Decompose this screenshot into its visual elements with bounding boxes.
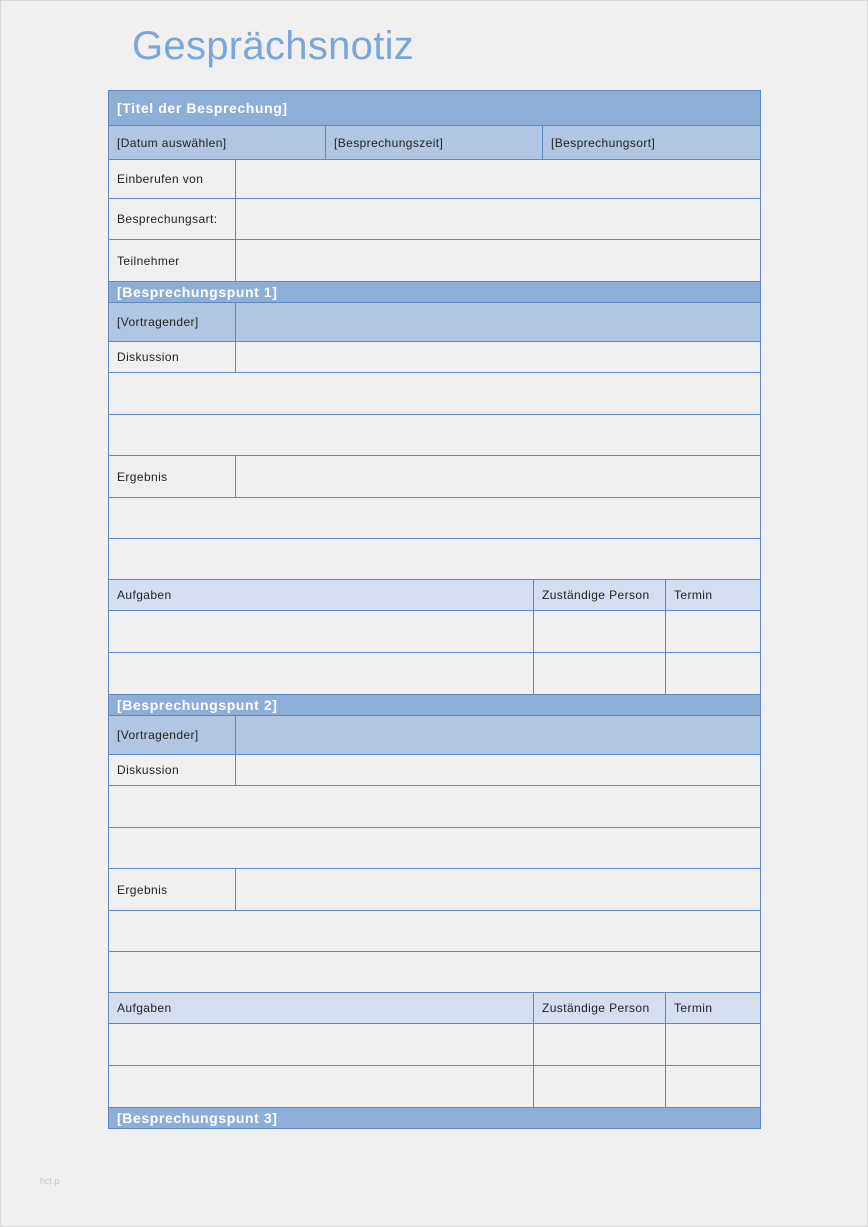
agenda-item-2-result-line-1[interactable] [109, 911, 760, 951]
responsible-person-column-header: Zuständige Person [534, 580, 666, 610]
agenda-item-2-result-line [109, 911, 760, 952]
task-cell[interactable] [109, 1066, 534, 1107]
tasks-column-header: Aufgaben [109, 993, 534, 1023]
convened-by-row [109, 160, 760, 199]
agenda-item-2-discussion-line [109, 786, 760, 828]
deadline-column-header: Termin [666, 993, 760, 1023]
agenda-item-1-presenter-row [109, 303, 760, 342]
agenda-item-2-presenter[interactable]: [Vortragender] [109, 716, 236, 754]
participants-label: Teilnehmer [109, 240, 236, 281]
agenda-item-1-discussion-line [109, 373, 760, 415]
agenda-item-1-presenter-field[interactable] [236, 303, 760, 341]
table-row [109, 1066, 760, 1108]
task-cell[interactable] [109, 1024, 534, 1065]
agenda-item-3-header [109, 1108, 760, 1128]
agenda-item-1-presenter[interactable]: [Vortragender] [109, 303, 236, 341]
agenda-item-2-result-field[interactable] [236, 869, 760, 910]
agenda-item-1-result-line-1[interactable] [109, 498, 760, 538]
agenda-item-2-discussion-label: Diskussion [109, 755, 236, 785]
agenda-item-1-result-label: Ergebnis [109, 456, 236, 497]
convened-by-field[interactable] [236, 160, 760, 198]
meeting-title-row [109, 91, 760, 126]
deadline-cell[interactable] [666, 1024, 760, 1065]
deadline-cell[interactable] [666, 653, 760, 694]
agenda-item-2-tasks-header [109, 993, 760, 1024]
task-cell[interactable] [109, 653, 534, 694]
page-title: Gesprächsnotiz [132, 24, 415, 68]
task-cell[interactable] [109, 611, 534, 652]
agenda-item-2-header [109, 695, 760, 716]
participants-row [109, 240, 760, 282]
person-cell[interactable] [534, 1024, 666, 1065]
agenda-item-2-discussion-line-1[interactable] [109, 786, 760, 827]
agenda-item-2-title[interactable]: [Besprechungspunt 2] [109, 695, 760, 715]
agenda-item-2-result-line [109, 952, 760, 993]
agenda-item-2-presenter-row [109, 716, 760, 755]
agenda-item-1-discussion-line-2[interactable] [109, 415, 760, 455]
person-cell[interactable] [534, 611, 666, 652]
agenda-item-2-result-row [109, 869, 760, 911]
meeting-form [108, 90, 761, 1129]
meeting-title-field[interactable]: [Titel der Besprechung] [109, 91, 760, 125]
agenda-item-3-title[interactable]: [Besprechungspunt 3] [109, 1108, 760, 1128]
agenda-item-2-discussion-line [109, 828, 760, 869]
agenda-item-1-result-line-2[interactable] [109, 539, 760, 579]
footer-watermark: hct.p [40, 1176, 60, 1186]
meeting-type-field[interactable] [236, 199, 760, 239]
agenda-item-1-discussion-row [109, 342, 760, 373]
agenda-item-1-discussion-label: Diskussion [109, 342, 236, 372]
agenda-item-1-result-line [109, 498, 760, 539]
agenda-item-2-discussion-row [109, 755, 760, 786]
agenda-item-2-presenter-field[interactable] [236, 716, 760, 754]
table-row [109, 611, 760, 653]
meeting-time-field[interactable]: [Besprechungszeit] [326, 126, 543, 159]
meeting-location-field[interactable]: [Besprechungsort] [543, 126, 760, 159]
agenda-item-1-result-row [109, 456, 760, 498]
agenda-item-2-discussion-line-2[interactable] [109, 828, 760, 868]
agenda-item-1-result-field[interactable] [236, 456, 760, 497]
tasks-column-header: Aufgaben [109, 580, 534, 610]
table-row [109, 653, 760, 695]
agenda-item-1-result-line [109, 539, 760, 580]
deadline-cell[interactable] [666, 611, 760, 652]
person-cell[interactable] [534, 653, 666, 694]
agenda-item-2-discussion-field[interactable] [236, 755, 760, 785]
date-picker[interactable]: [Datum auswählen] [109, 126, 326, 159]
agenda-item-1-header [109, 282, 760, 303]
responsible-person-column-header: Zuständige Person [534, 993, 666, 1023]
agenda-item-1-discussion-line [109, 415, 760, 456]
convened-by-label: Einberufen von [109, 160, 236, 198]
agenda-item-2-result-line-2[interactable] [109, 952, 760, 992]
deadline-cell[interactable] [666, 1066, 760, 1107]
agenda-item-1-discussion-field[interactable] [236, 342, 760, 372]
deadline-column-header: Termin [666, 580, 760, 610]
meeting-info-row [109, 126, 760, 160]
table-row [109, 1024, 760, 1066]
meeting-type-row [109, 199, 760, 240]
agenda-item-1-tasks-header [109, 580, 760, 611]
agenda-item-1-title[interactable]: [Besprechungspunt 1] [109, 282, 760, 302]
meeting-type-label: Besprechungsart: [109, 199, 236, 239]
participants-field[interactable] [236, 240, 760, 281]
person-cell[interactable] [534, 1066, 666, 1107]
agenda-item-2-result-label: Ergebnis [109, 869, 236, 910]
agenda-item-1-discussion-line-1[interactable] [109, 373, 760, 414]
